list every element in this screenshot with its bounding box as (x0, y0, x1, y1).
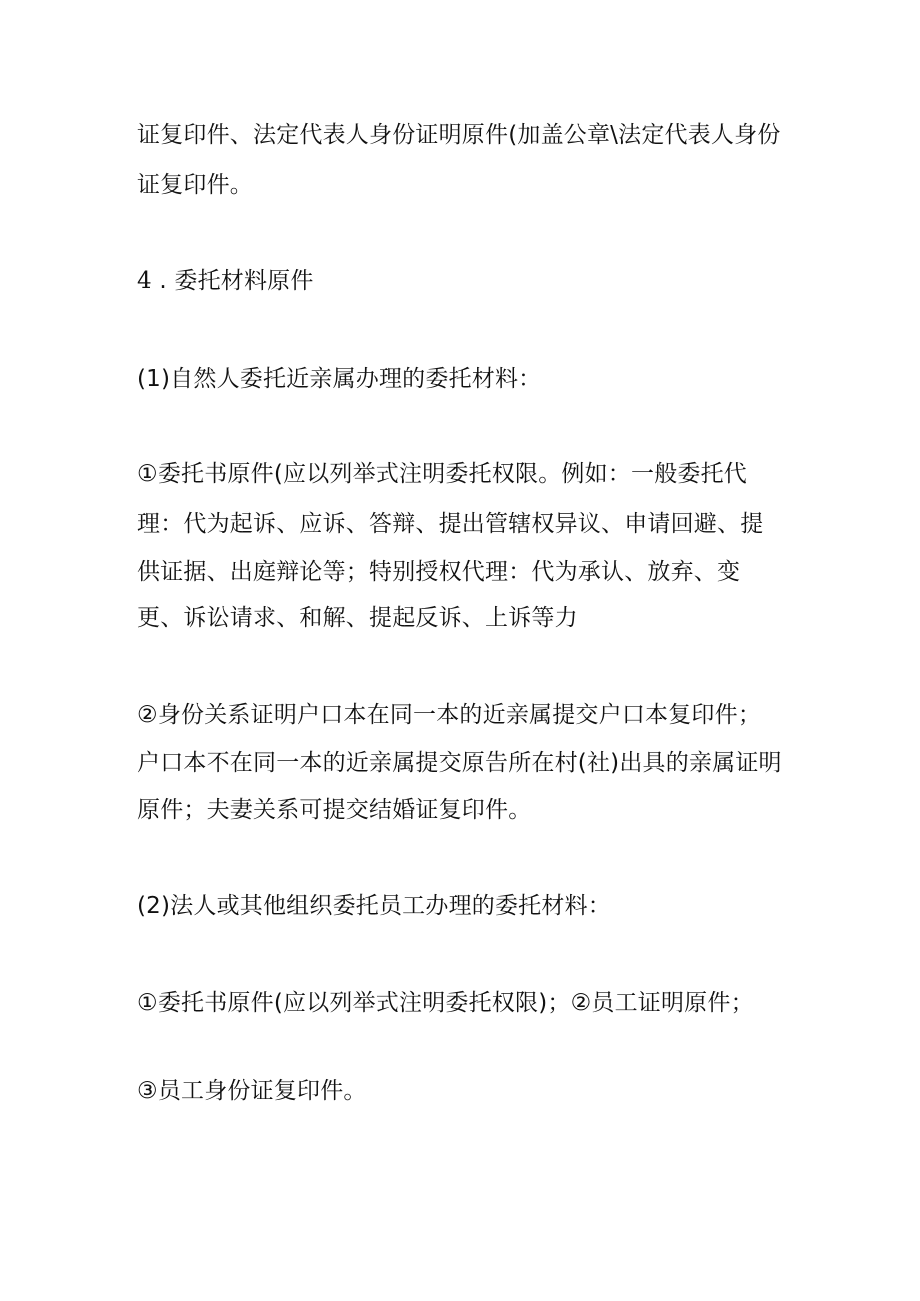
section-number: 4 (137, 268, 152, 294)
body-text-line: 户口本不在同一本的近亲属提交原告所在村(社)出具的亲属证明 (137, 750, 782, 776)
body-text-line: 证复印件。 (137, 172, 253, 198)
section-heading (137, 266, 314, 296)
subsection-heading: (2)法人或其他组织委托员工办理的委托材料： (137, 893, 611, 919)
body-text-line: 更、诉讼请求、和解、提起反诉、上诉等力 (137, 605, 578, 631)
body-text-line: 原件；夫妻关系可提交结婚证复印件。 (137, 797, 532, 823)
section-title: . 委托材料原件 (159, 268, 314, 294)
body-text-line: ①委托书原件(应以列举式注明委托权限。例如：一般委托代 (137, 461, 747, 487)
body-text-line: 理：代为起诉、应诉、答辩、提出管辖权异议、申请回避、提 (137, 511, 764, 537)
body-text-line: ③员工身份证复印件。 (137, 1078, 367, 1104)
body-text-line: 供证据、出庭辩论等；特别授权代理：代为承认、放弃、变 (137, 559, 741, 585)
body-text-line: ①委托书原件(应以列举式注明委托权限)；②员工证明原件； (137, 990, 754, 1016)
subsection-heading: (1)自然人委托近亲属办理的委托材料： (137, 366, 542, 392)
body-text-line: ②身份关系证明户口本在同一本的近亲属提交户口本复印件； (137, 702, 762, 728)
body-text-line: 证复印件、法定代表人身份证明原件(加盖公章\法定代表人身份 (137, 122, 781, 148)
